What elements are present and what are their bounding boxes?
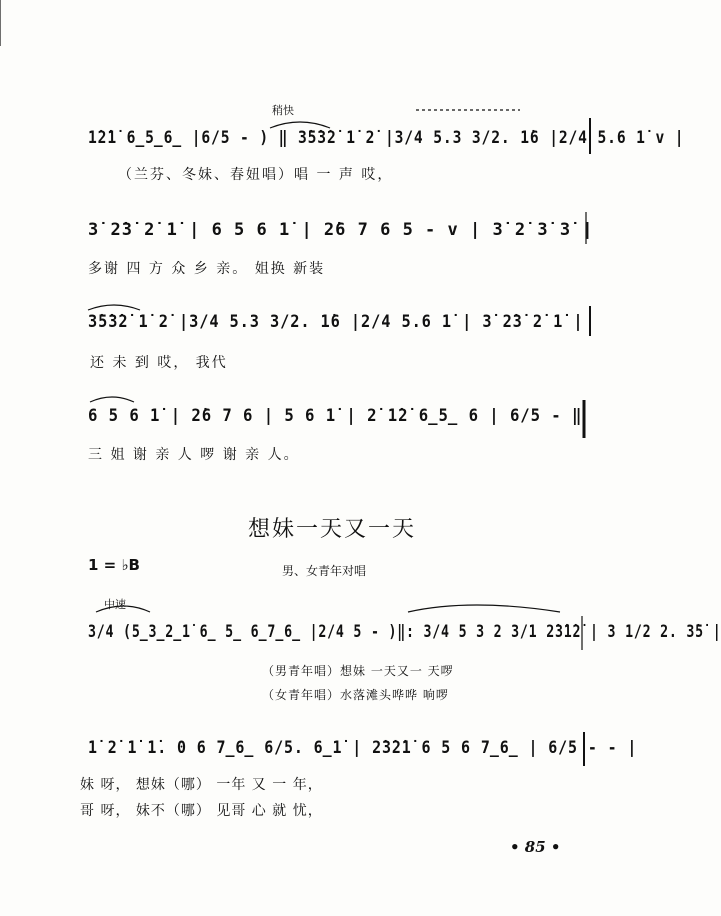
lyric-line-2: 哥 呀， 妹不（哪） 见哥 心 就 忧， xyxy=(80,803,323,819)
lyric-line-female: （女青年唱）水落滩头哗哗 响啰 xyxy=(262,688,449,702)
notation-line: 3/4 (5̲3̲2̲1̇ 6̲ 5̲ 6̲7̲6̲ |2/4 5 - )‖: 3/4 5 3 2 3/1 2̇3̇1̇2̇ | 3 1/2 2. 3̇5̇ | xyxy=(88,622,721,642)
tempo-mark-song1: 稍快 xyxy=(272,104,294,117)
song-title: 想妹一天又一天 xyxy=(248,517,417,542)
notation-line: 3̇ 2̇3̇ 2̇ 1̇ | 6 5 6 1̇ | 2̇6 7 6 5 - v | 3̇ 2̇ 3̇ 3̇ | xyxy=(88,220,594,240)
notation-line: 1̇ 2̇ 1̇ 1̇. 0 6 7̲6̲ 6/5. 6̲1̇ | 2̇3̇2̇1̇ 6 5 6 7̲6̲ | 6/5 - - | xyxy=(88,738,638,758)
notation-line: 1̇2̇1̇ 6̲5̲6̲ |6/5 - ) ‖ 3̇5̇3̇2̇ 1̇ 2̇ |3/4 5.3 3/2. 1̇6 |2/4 5.6 1̇ v | xyxy=(88,128,685,148)
lyric-line: 三 姐 谢 亲 人 啰 谢 亲 人。 xyxy=(88,447,300,463)
lyric-line-1: 妹 呀， 想妹（哪） 一年 又 一 年， xyxy=(80,777,323,793)
lyric-line: 还 未 到 哎， 我代 xyxy=(90,355,228,371)
page-number: • 85 • xyxy=(510,838,561,856)
lyric-line: （兰芬、冬妹、春妞唱）唱 一 声 哎， xyxy=(118,167,394,183)
lyric-line: 多谢 四 方 众 乡 亲。 姐换 新装 xyxy=(88,261,326,277)
lyric-line-male: （男青年唱）想妹 一天又一 天啰 xyxy=(262,664,454,678)
notation-line: 3̇5̇3̇2̇ 1̇ 2̇ |3/4 5.3 3/2. 1̇6 |2/4 5.6 1̇ | 3̇ 2̇3̇ 2̇ 1̇ | xyxy=(88,312,584,332)
performers: 男、女青年对唱 xyxy=(282,564,367,578)
key-signature: 1 = ♭B xyxy=(88,556,140,574)
notation-line: 6 5 6 1̇ | 2̇6 7 6 | 5 6 1̇ | 2̇ 1̇2̇ 6̲5̲ 6 | 6/5 - ‖ xyxy=(88,406,583,426)
tempo-mark-song2: 中速 xyxy=(104,598,126,611)
